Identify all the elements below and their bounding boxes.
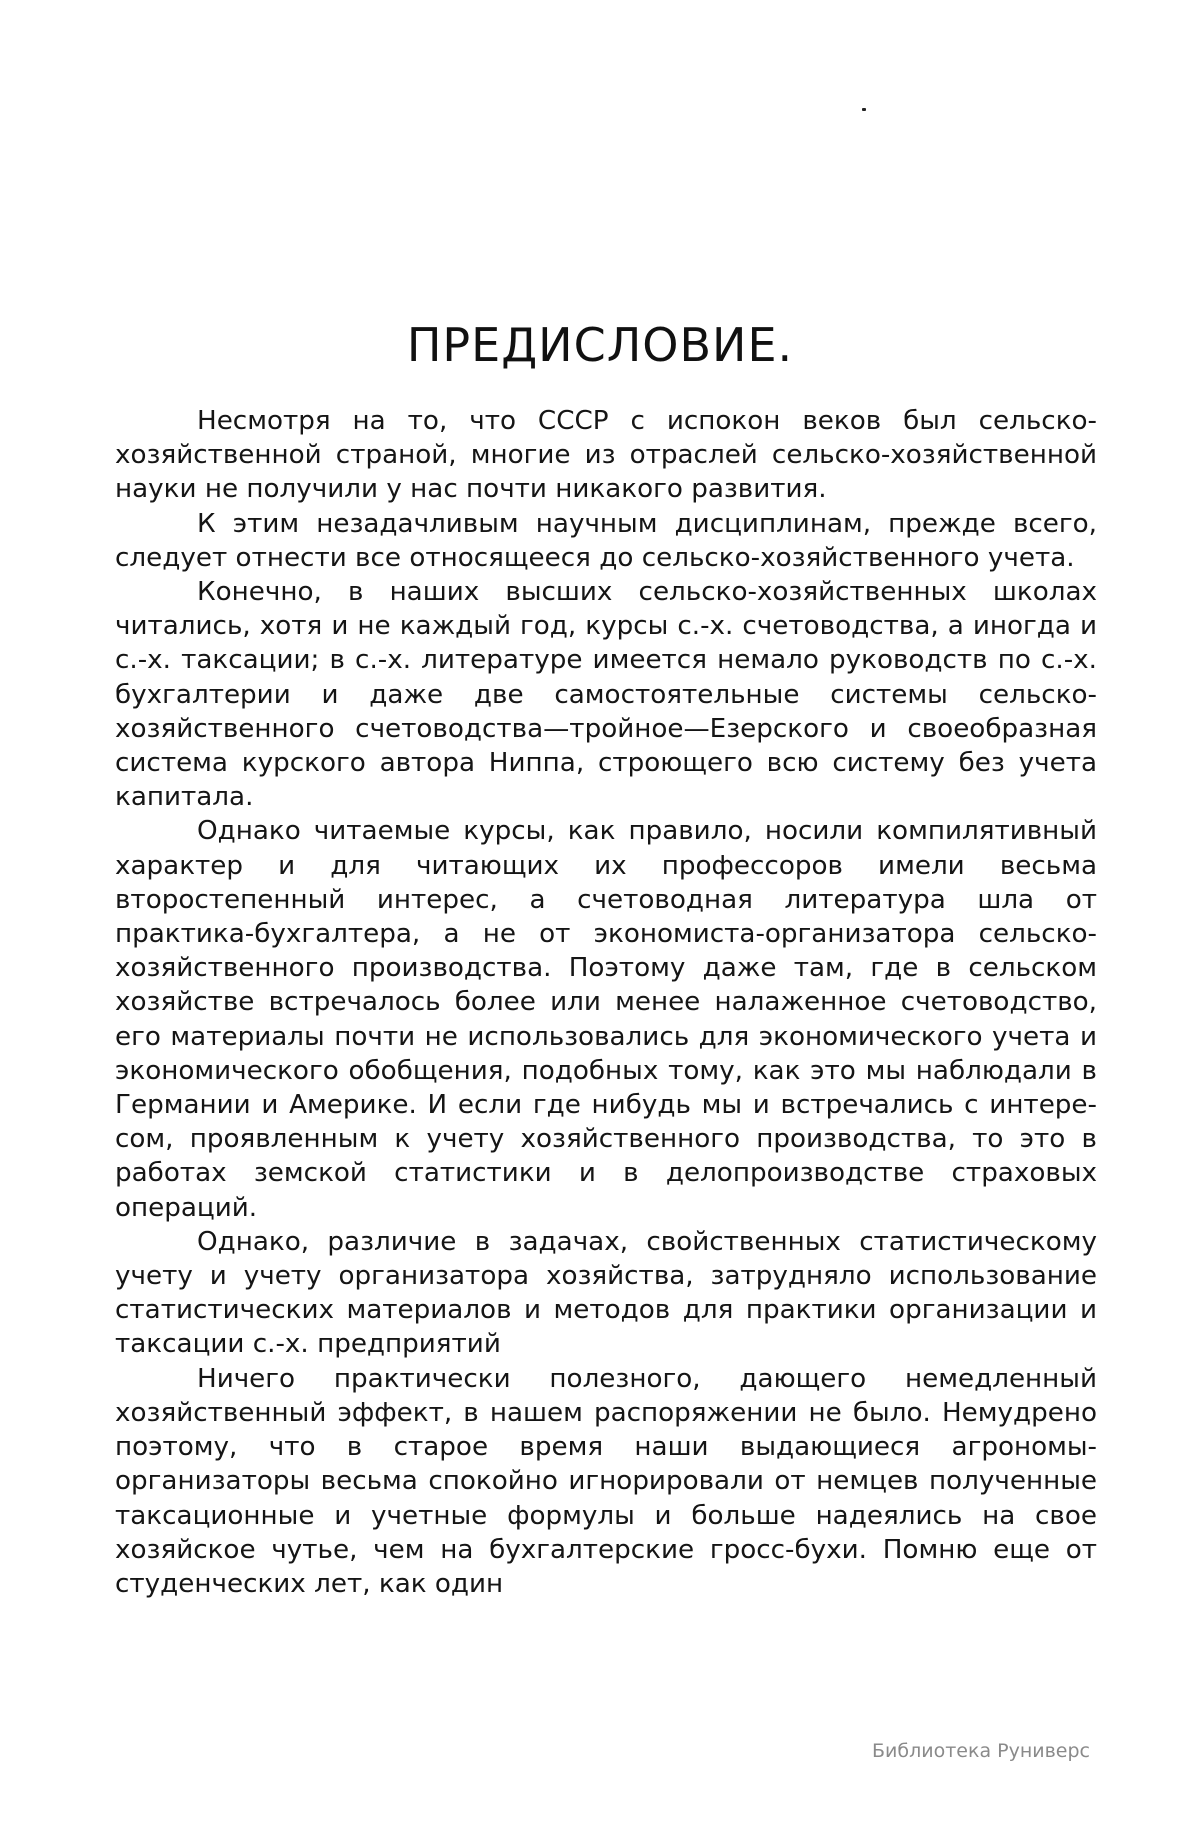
print-speck <box>862 108 866 111</box>
paragraph-6: Ничего практически полезного, дающего немедленный хозяйственный эффект, в нашем распоряжении не было. Немудрено поэтому, что в старое время наши выдающиеся агрономы-организаторы весьма спокойно игнорировали от немцев полученные таксационные и учетные формулы и больше надеялись на свое хозяйское чутье, чем на бухгалтерские гросс-бухи. Помню еще от студенческих лет, как один <box>115 1363 1097 1599</box>
paragraph-3: Конечно, в наших высших сельско-хозяйственных школах читались, хотя и не каждый год, курсы с.-х. счетоводства, а иногда и с.-х. таксации; в с.-х. литературе имеется немало руководств по с.-х. бухгалтерии и даже две самостоятельные системы сельско-хозяйственного счетоводства—тройное—Езерского и своеобразная система курского автора Ниппа, строющего всю систему без учета капитала. <box>115 577 1097 813</box>
paragraph-1: Несмотря на то, что СССР с испокон веков был сельско-хозяйственной страной, многие из отраслей сельско-хозяйственной науки не получили у нас почти никакого развития. <box>115 406 1097 505</box>
paragraph-4: Однако читаемые курсы, как правило, носили компилятивный характер и для читающих их профессоров имели весьма второстепенный интерес, а счетоводная литература шла от практика-бухгалтера, а не от экономиста-организатора сельско-хозяйственного производства. Поэтому даже там, где в сельском хозяйстве встречалось более или менее налаженное счетоводство, его материалы почти не использовались для экономического учета и экономического обобщения, подобных тому, как это мы наблюдали в Германии и Америке. И если где нибудь мы и встречались с интересом, проявленным к учету хозяйственного производства, то это в работах земской статистики и в делопроизводстве страховых операций. <box>115 816 1097 1223</box>
page-title: ПРЕДИСЛОВИЕ. <box>406 318 794 372</box>
paragraph-5: Однако, различие в задачах, свойственных статистическому учету и учету организатора хозяйства, затрудняло использование статистических материалов и методов для практики организации и таксации с.-х. предприятий <box>115 1226 1097 1360</box>
paragraph-2: К этим незадачливым научным дисциплинам, прежде всего, следует отнести все относящееся до сельско-хозяйственного учета. <box>115 508 1097 573</box>
library-watermark: Библиотека Руниверс <box>872 1740 1090 1762</box>
body-text <box>115 404 1097 1601</box>
